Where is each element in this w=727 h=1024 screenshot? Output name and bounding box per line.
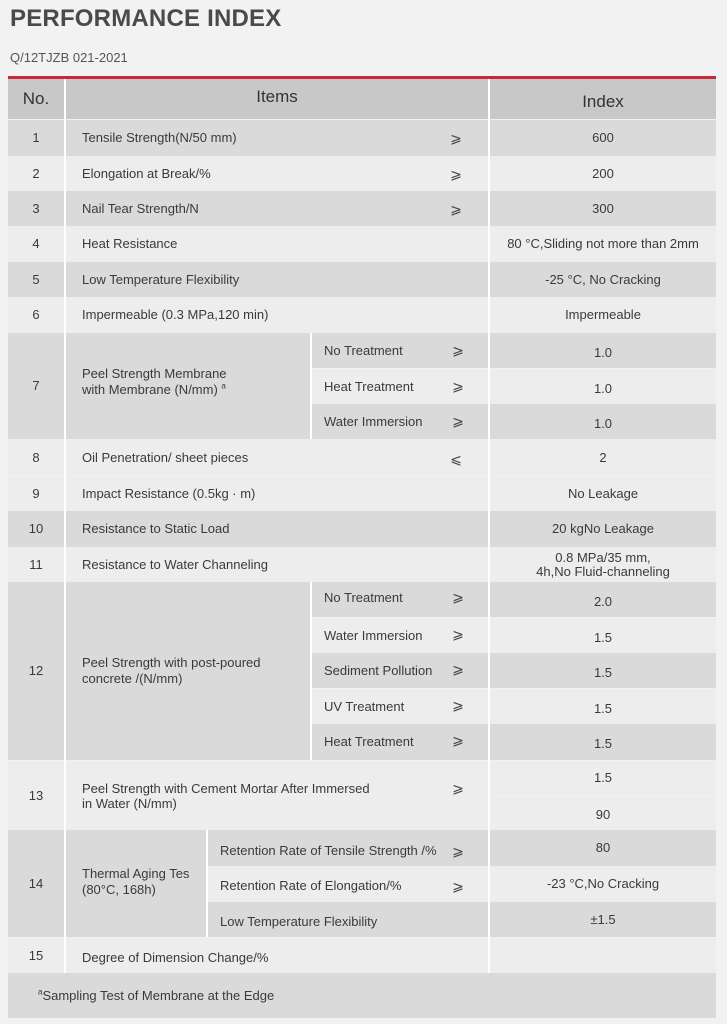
row-14-sub-2-label: Retention Rate of Elongation/%	[208, 866, 488, 902]
row-13-item	[66, 761, 488, 830]
row-1-no: 1	[8, 120, 64, 156]
row-7-sub-1-index: 1.0	[490, 333, 716, 368]
divider	[488, 79, 490, 973]
row-13-no: 13	[8, 761, 64, 830]
row-8-le-symbol: ⩽	[450, 451, 462, 467]
row-14-sub-3-index: ±1.5	[490, 902, 716, 937]
row-14-sub-1-ge-symbol: ⩾	[452, 843, 464, 859]
row-11-index-line2: 4h,No Fluid-channeling	[536, 563, 670, 579]
row-3-item: Nail Tear Strength/N	[66, 191, 488, 226]
row-14-item	[66, 830, 206, 937]
row-15-no: 15	[8, 938, 64, 973]
row-14-no: 14	[8, 830, 64, 937]
row-10-index: 20 kgNo Leakage	[490, 511, 716, 547]
divider	[310, 333, 312, 439]
footnote-text: Sampling Test of Membrane at the Edge	[42, 988, 275, 1003]
row-12-item-line2: concrete /(N/mm)	[82, 671, 183, 686]
row-13-index-a: 1.5	[490, 761, 716, 795]
row-11-item: Resistance to Water Channeling	[66, 547, 488, 582]
row-10-no: 10	[8, 511, 64, 547]
row-11-index	[490, 547, 716, 582]
row-14-sub-3-label: Low Temperature Flexibility	[208, 902, 488, 937]
header-no: No.	[8, 79, 64, 119]
row-7-sub-3-index: 1.0	[490, 404, 716, 439]
row-10-item: Resistance to Static Load	[66, 511, 488, 547]
row-12-sub-3-ge-symbol: ⩾	[452, 661, 464, 677]
row-12-sub-3-label: Sediment Pollution	[312, 653, 488, 688]
row-12-no: 12	[8, 582, 64, 760]
row-7-sub-2-index: 1.0	[490, 369, 716, 404]
row-4-index: 80 °C,Sliding not more than 2mm	[490, 226, 716, 262]
row-2-ge-symbol: ⩾	[450, 166, 462, 182]
row-7-item	[66, 333, 310, 439]
row-4-item: Heat Resistance	[66, 226, 488, 262]
row-13-index-b: 90	[490, 796, 716, 830]
header-items: Items	[66, 79, 488, 119]
row-7-sub-2-label: Heat Treatment	[312, 369, 488, 404]
row-8-item: Oil Penetration/ sheet pieces	[66, 439, 488, 476]
footnote-mark: a	[38, 987, 43, 997]
row-12-sub-5-ge-symbol: ⩾	[452, 732, 464, 748]
row-12-sub-3-index: 1.5	[490, 653, 716, 688]
row-14-sub-1-label: Retention Rate of Tensile Strength /%	[208, 830, 488, 866]
row-1-index: 600	[490, 120, 716, 156]
row-7-sub-3-label: Water Immersion	[312, 404, 488, 439]
row-13-item-line2: in Water (N/mm)	[82, 795, 177, 811]
row-3-index: 300	[490, 191, 716, 226]
row-12-sub-4-ge-symbol: ⩾	[452, 697, 464, 713]
row-7-item-line1: Peel Strength Membrane	[82, 366, 227, 381]
row-6-no: 6	[8, 297, 64, 333]
row-6-index: Impermeable	[490, 297, 716, 333]
row-12-sub-4-label: UV Treatment	[312, 689, 488, 724]
row-13-ge-symbol: ⩾	[452, 780, 464, 796]
row-12-sub-2-ge-symbol: ⩾	[452, 626, 464, 642]
row-7-sub-1-label: No Treatment	[312, 333, 488, 368]
row-7-no: 7	[8, 333, 64, 439]
divider	[64, 79, 66, 973]
row-2-item: Elongation at Break/%	[66, 156, 488, 191]
row-14-item-line1: Thermal Aging Tes	[82, 865, 190, 881]
row-5-index: -25 °C, No Cracking	[490, 262, 716, 297]
row-12-item	[66, 582, 310, 760]
row-14-sub-2-index: -23 °C,No Cracking	[490, 866, 716, 902]
row-12-sub-5-index: 1.5	[490, 724, 716, 760]
row-9-no: 9	[8, 477, 64, 511]
row-12-sub-1-index: 2.0	[490, 582, 716, 617]
row-3-no: 3	[8, 191, 64, 226]
row-5-no: 5	[8, 262, 64, 297]
footnote	[38, 988, 274, 1004]
row-8-no: 8	[8, 439, 64, 476]
row-1-item: Tensile Strength(N/50 mm)	[66, 120, 488, 156]
row-14-item-line2: (80°C, 168h)	[82, 881, 156, 897]
row-2-no: 2	[8, 156, 64, 191]
row-9-item: Impact Resistance (0.5kg · m)	[66, 477, 488, 511]
divider	[206, 830, 208, 937]
row-12-sub-1-ge-symbol: ⩾	[452, 589, 464, 605]
row-1-ge-symbol: ⩾	[450, 130, 462, 146]
row-8-index: 2	[490, 439, 716, 476]
row-14-sub-1-index: 80	[490, 830, 716, 866]
row-7-footnote-mark: a	[221, 381, 226, 391]
row-5-item: Low Temperature Flexibility	[66, 262, 488, 297]
row-12-sub-1-label: No Treatment	[312, 582, 488, 617]
row-7-sub-1-ge-symbol: ⩾	[452, 342, 464, 358]
page-title: PERFORMANCE INDEX	[10, 5, 282, 32]
row-15-item: Degree of Dimension Change/%	[66, 938, 488, 973]
row-12-sub-2-index: 1.5	[490, 618, 716, 653]
row-6-item: Impermeable (0.3 MPa,120 min)	[66, 297, 488, 333]
header-index: Index	[490, 79, 716, 119]
row-14-sub-2-ge-symbol: ⩾	[452, 878, 464, 894]
row-4-no: 4	[8, 226, 64, 262]
row-11-no: 11	[8, 547, 64, 582]
row-9-index: No Leakage	[490, 477, 716, 511]
row-12-sub-4-index: 1.5	[490, 689, 716, 724]
row-13-item-line1: Peel Strength with Cement Mortar After Immersed	[82, 780, 370, 796]
row-7-sub-3-ge-symbol: ⩾	[452, 413, 464, 429]
row-7-item-line2: with Membrane (N/mm)	[82, 382, 218, 397]
row-12-sub-2-label: Water Immersion	[312, 618, 488, 653]
row-15-index	[490, 938, 716, 973]
divider	[310, 582, 312, 760]
row-12-sub-5-label: Heat Treatment	[312, 724, 488, 760]
standard-code: Q/12TJZB 021-2021	[10, 50, 128, 65]
row-12-item-line1: Peel Strength with post-poured	[82, 655, 261, 670]
row-3-ge-symbol: ⩾	[450, 201, 462, 217]
row-7-sub-2-ge-symbol: ⩾	[452, 378, 464, 394]
row-11-index-line1: 0.8 MPa/35 mm,	[555, 549, 651, 565]
row-2-index: 200	[490, 156, 716, 191]
